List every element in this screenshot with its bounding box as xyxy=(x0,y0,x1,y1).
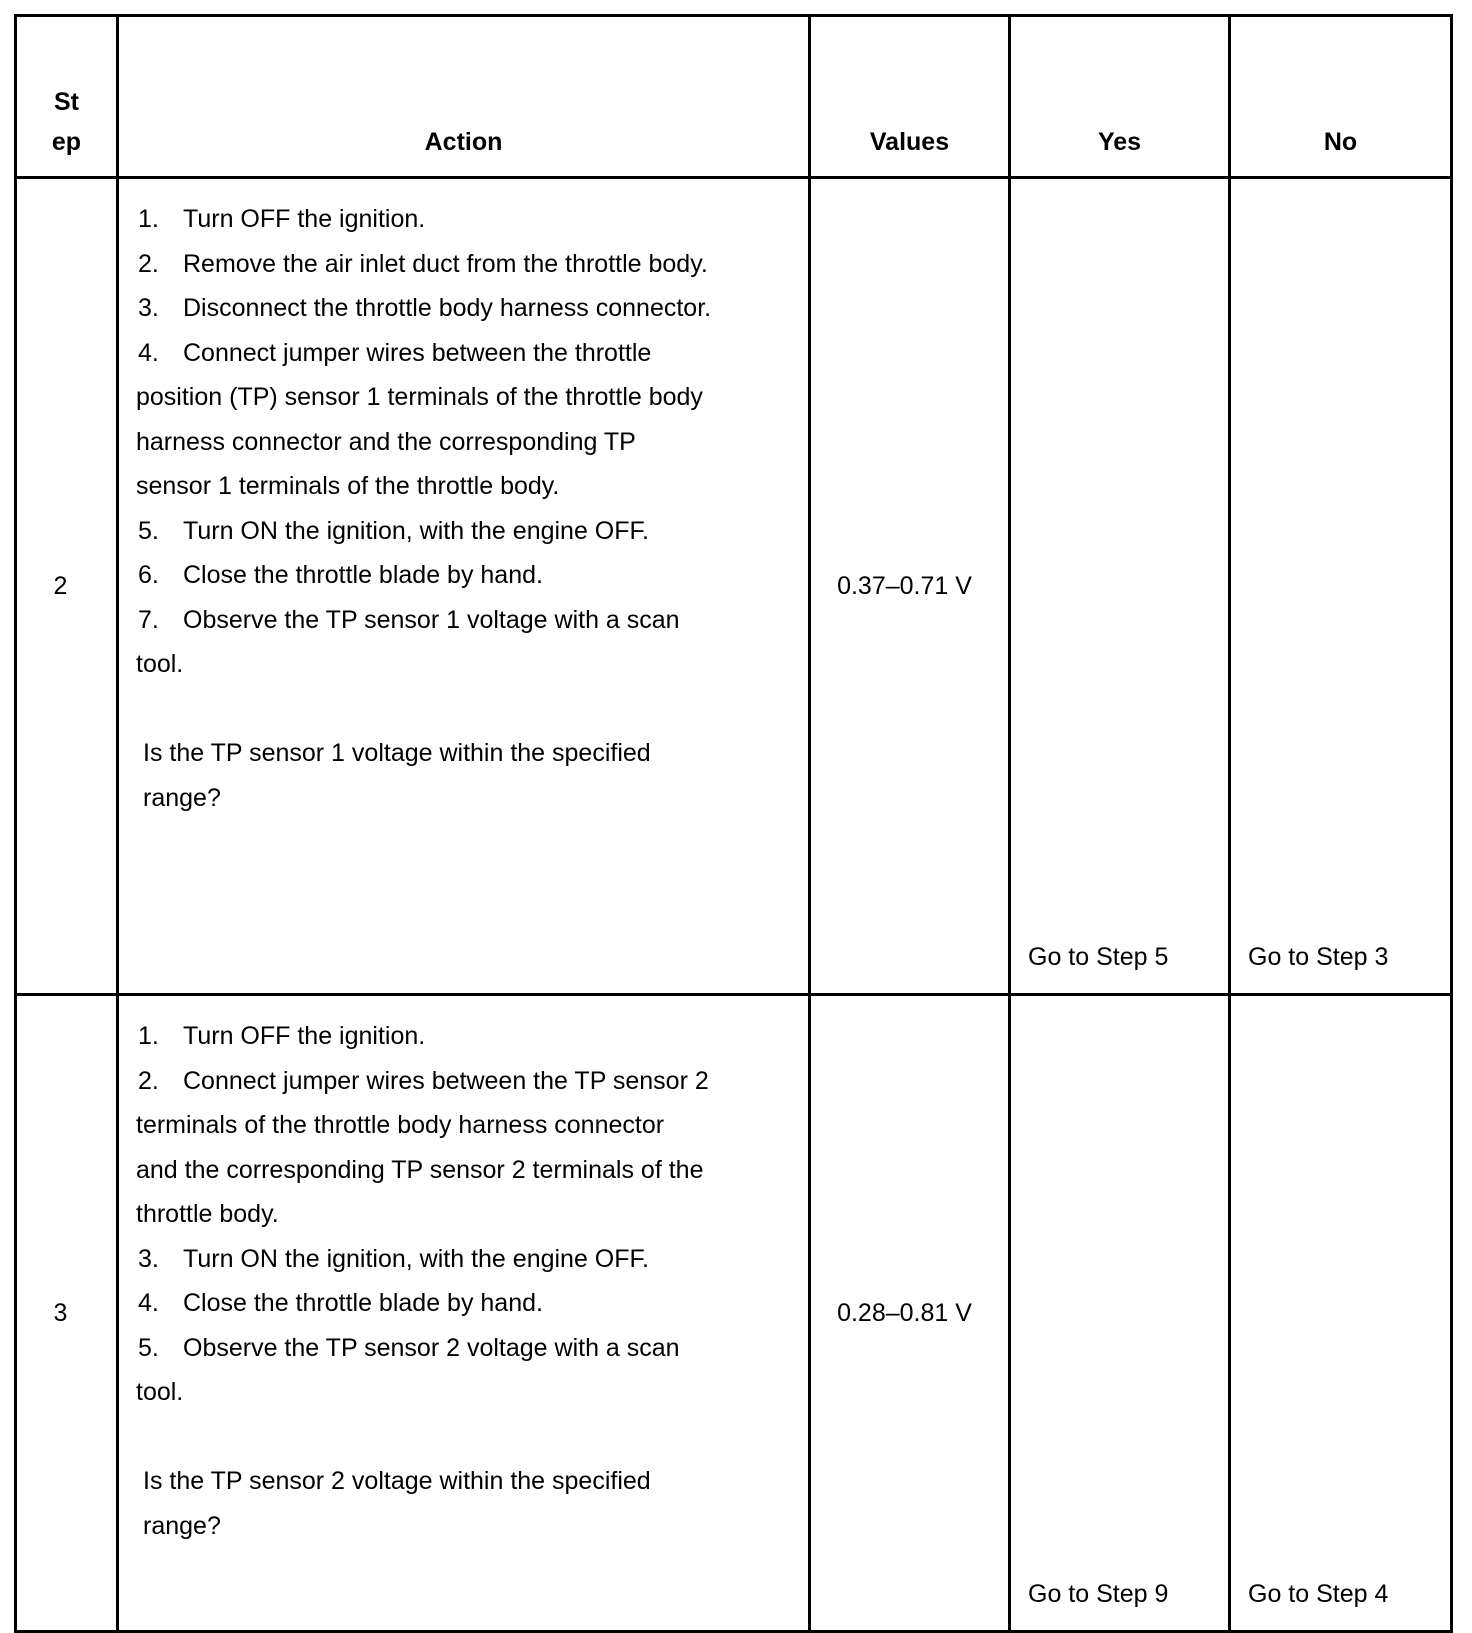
action-text: Close the throttle blade by hand. xyxy=(183,1289,543,1317)
table-row xyxy=(16,178,1452,995)
action-item: 2. Connect jumper wires between the TP sensor 2 terminals of the throttle body harness connector and the corresponding TP sensor 2 terminals of the throttle body. xyxy=(136,1066,709,1228)
step-number: 2 xyxy=(16,178,118,995)
header-yes: Yes xyxy=(1010,16,1230,178)
header-action: Action xyxy=(118,16,810,178)
action-text: Turn OFF the ignition. xyxy=(183,205,426,233)
yes-cell: Go to Step 9 xyxy=(1010,995,1230,1632)
action-list xyxy=(136,1014,712,1415)
action-item: 3. Turn ON the ignition, with the engine OFF. xyxy=(138,1244,649,1273)
table-row xyxy=(16,995,1452,1632)
action-item: 6. Close the throttle blade by hand. xyxy=(138,561,543,589)
action-item: 3. Disconnect the throttle body harness connector. xyxy=(138,294,712,322)
value-cell: 0.28–0.81 V xyxy=(810,995,1010,1632)
action-text: Remove the air inlet duct from the throttle body. xyxy=(183,249,708,278)
action-text: Turn ON the ignition, with the engine OFF. xyxy=(183,1244,649,1273)
action-text: Close the throttle blade by hand. xyxy=(183,561,543,589)
action-item: 2. Remove the air inlet duct from the throttle body. xyxy=(138,249,708,278)
no-cell: Go to Step 3 xyxy=(1230,178,1452,995)
action-text: Connect jumper wires between the TP sensor 2 terminals of the throttle body harness connector and the corresponding TP sensor 2 terminals of the throttle body. xyxy=(136,1066,709,1228)
action-item: 5. Observe the TP sensor 2 voltage with a scan tool. xyxy=(136,1333,680,1406)
header-step-line1: St xyxy=(54,88,79,116)
action-question: Is the TP sensor 2 voltage within the specified range? xyxy=(143,1467,651,1540)
header-no: No xyxy=(1230,16,1452,178)
diagnostic-table xyxy=(14,14,1453,1633)
action-item: 1. Turn OFF the ignition. xyxy=(138,205,426,233)
no-cell: Go to Step 4 xyxy=(1230,995,1452,1632)
action-item: 4. Close the throttle blade by hand. xyxy=(138,1289,543,1317)
action-text: Turn ON the ignition, with the engine OFF. xyxy=(183,516,649,545)
header-row xyxy=(16,16,1452,178)
action-item: 4. Connect jumper wires between the throttle position (TP) sensor 1 terminals of the throttle body harness connector and the corresponding TP sensor 1 terminals of the throttle body. xyxy=(136,338,703,500)
header-values: Values xyxy=(810,16,1010,178)
action-cell xyxy=(118,995,810,1632)
step-number: 3 xyxy=(16,995,118,1632)
action-item: 5. Turn ON the ignition, with the engine OFF. xyxy=(138,516,649,545)
yes-cell: Go to Step 5 xyxy=(1010,178,1230,995)
action-question: Is the TP sensor 1 voltage within the specified range? xyxy=(143,739,651,812)
action-text: Turn OFF the ignition. xyxy=(183,1022,426,1050)
action-text: Connect jumper wires between the throttle position (TP) sensor 1 terminals of the throttle body harness connector and the corresponding TP sensor 1 terminals of the throttle body. xyxy=(136,338,703,500)
action-item: 1. Turn OFF the ignition. xyxy=(138,1022,426,1050)
action-cell xyxy=(118,178,810,995)
action-list xyxy=(136,197,712,687)
action-text: Observe the TP sensor 1 voltage with a scan tool. xyxy=(136,605,680,678)
action-text: Observe the TP sensor 2 voltage with a scan tool. xyxy=(136,1333,680,1406)
action-text: Disconnect the throttle body harness connector. xyxy=(183,294,712,322)
header-step-line2: ep xyxy=(51,128,82,156)
value-cell: 0.37–0.71 V xyxy=(810,178,1010,995)
action-item: 7. Observe the TP sensor 1 voltage with a scan tool. xyxy=(136,605,680,678)
header-step xyxy=(16,16,118,178)
